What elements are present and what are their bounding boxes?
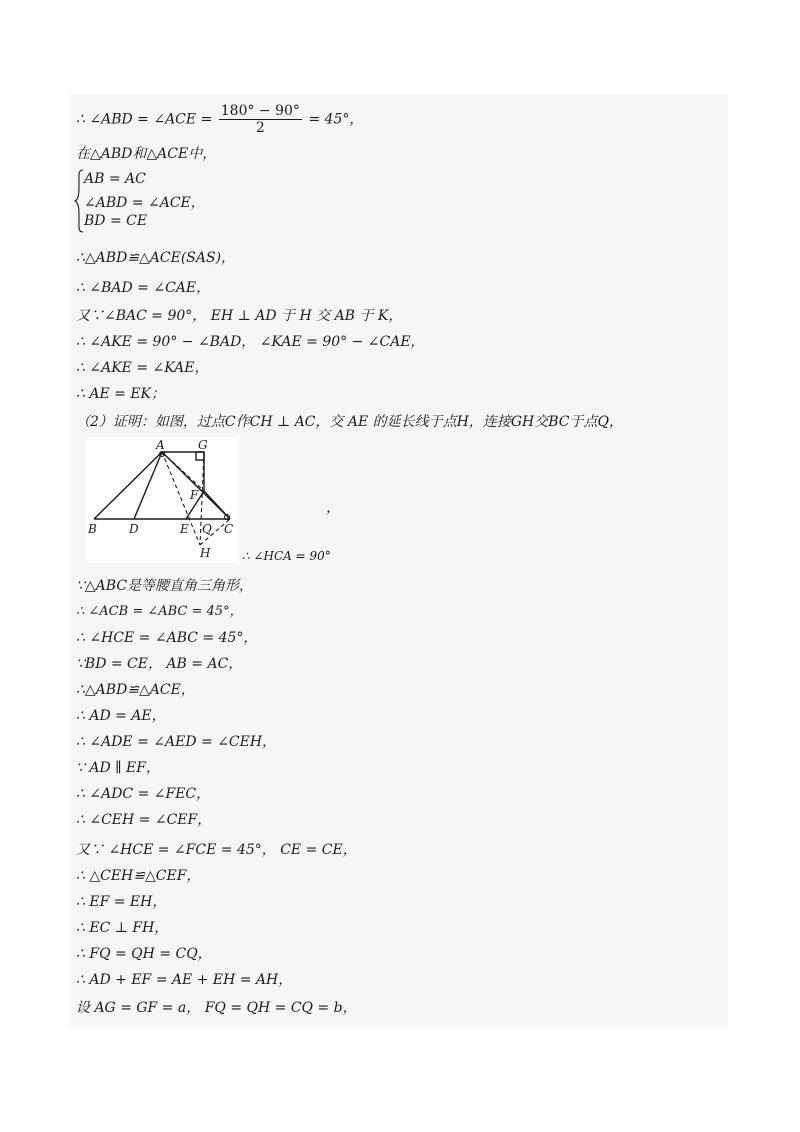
line-21: ∴ ∠CEH = ∠CEF， xyxy=(76,812,212,828)
line-1-pre: ∴ ∠ABD = ∠ACE = xyxy=(76,111,217,128)
line-13: ∴ ∠ACB = ∠ABC = 45°， xyxy=(76,604,243,619)
line-22: 又∵ ∠HCE = ∠FCE = 45°， CE = CE， xyxy=(76,842,357,858)
line-27: ∴ AD + EF = AE + EH = AH， xyxy=(76,972,293,988)
line-9: ∴ AE = EK； xyxy=(76,386,165,402)
figure-trailing-comma: ， xyxy=(326,500,340,516)
label-d: D xyxy=(129,522,139,536)
line-7: ∴ ∠AKE = 90° − ∠BAD， ∠KAE = 90° − ∠CAE， xyxy=(76,334,425,350)
label-g: G xyxy=(198,438,208,452)
line-19: ∵ AD ∥ EF， xyxy=(76,760,160,776)
system-row-1: AB = AC xyxy=(84,171,146,187)
line-17: ∴ AD = AE， xyxy=(76,708,166,724)
line-1-post: = 45°， xyxy=(303,111,364,128)
line-6: 又∵∠BAC = 90°， EH ⊥ AD 于 H 交 AB 于 K， xyxy=(76,308,403,324)
label-b: B xyxy=(88,522,97,536)
line-10: （2）证明：如图，过点C作CH ⊥ AC，交 AE 的延长线于点H，连接GH交BC于点Q， xyxy=(76,414,623,430)
line-28: 设 AG = GF = a， FQ = QH = CQ = b， xyxy=(76,1000,357,1016)
line-1 xyxy=(76,103,363,136)
label-c: C xyxy=(224,522,234,536)
label-h: H xyxy=(200,546,211,560)
fraction-denominator: 2 xyxy=(255,120,265,136)
label-e: E xyxy=(180,522,189,536)
left-brace-icon xyxy=(74,169,84,233)
line-14: ∴ ∠HCE = ∠ABC = 45°， xyxy=(76,630,258,646)
line-12: ∵△ABC是等腰直角三角形， xyxy=(76,578,254,594)
geometry-figure xyxy=(86,437,238,563)
fraction xyxy=(219,103,302,136)
equation-system xyxy=(74,169,274,235)
line-26: ∴ FQ = QH = CQ， xyxy=(76,946,212,962)
solution-panel xyxy=(70,95,728,1027)
system-row-2: ∠ABD = ∠ACE， xyxy=(84,195,205,211)
line-18: ∴ ∠ADE = ∠AED = ∠CEH， xyxy=(76,734,277,750)
line-24: ∴ EF = EH， xyxy=(76,894,167,910)
label-a: A xyxy=(156,438,165,452)
label-f: F xyxy=(190,488,199,502)
line-23: ∴ △CEH≌△CEF， xyxy=(76,868,201,884)
line-5: ∴ ∠BAD = ∠CAE， xyxy=(76,280,211,296)
line-25: ∴ EC ⊥ FH， xyxy=(76,920,169,936)
line-11: ∴ ∠HCA = 90° xyxy=(242,549,331,563)
line-20: ∴ ∠ADC = ∠FEC， xyxy=(76,786,211,802)
system-row-3: BD = CE xyxy=(84,213,148,229)
triangle-diagram xyxy=(86,437,238,563)
label-q: Q xyxy=(202,522,212,536)
line-8: ∴ ∠AKE = ∠KAE， xyxy=(76,360,209,376)
line-15: ∵BD = CE， AB = AC， xyxy=(76,656,243,672)
line-16: ∴△ABD≌△ACE， xyxy=(76,682,195,698)
fraction-numerator: 180° − 90° xyxy=(220,103,300,119)
line-2: 在△ABD和△ACE中， xyxy=(76,146,217,162)
line-4: ∴△ABD≌△ACE(SAS)， xyxy=(76,250,236,266)
